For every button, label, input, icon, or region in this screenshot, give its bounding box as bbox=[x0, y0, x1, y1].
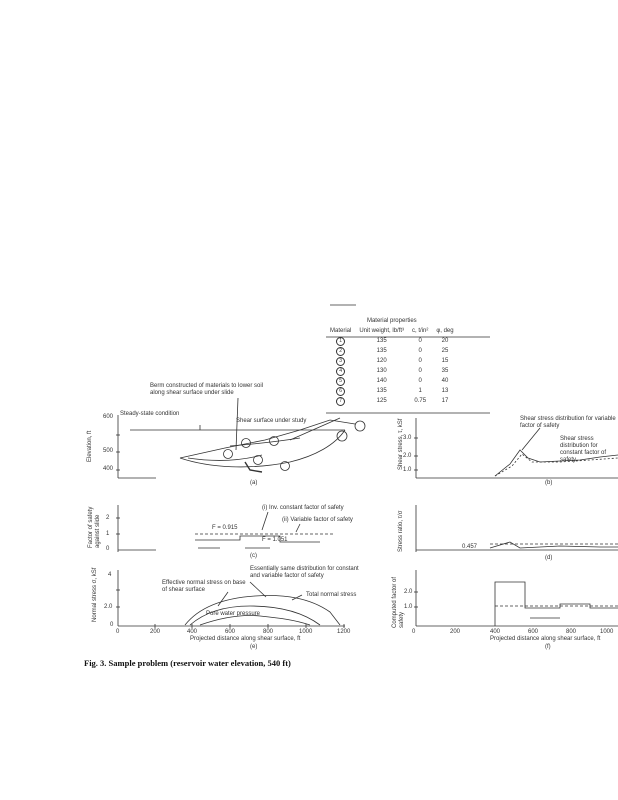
panel-a-y-label: Elevation, ft bbox=[87, 430, 93, 462]
note-effective-normal: Effective normal stress on base of shear surface bbox=[162, 580, 246, 593]
figure-caption: Fig. 3. Sample problem (reservoir water elevation, 540 ft) bbox=[84, 658, 291, 668]
panel-f-y-label: Computed factor of safety bbox=[392, 576, 405, 628]
panel-e-label: (e) bbox=[250, 644, 258, 650]
note-steady-state: Steady-state condition bbox=[120, 411, 180, 417]
tick-label: 1 bbox=[106, 531, 110, 537]
tick-label: 2.0 bbox=[403, 453, 412, 459]
material-marker bbox=[355, 421, 365, 431]
note-constant-distribution: Shear stress distribution for constant factor of safety bbox=[560, 436, 607, 463]
note-pore-pressure: Pore water pressure bbox=[206, 611, 261, 617]
tick-label: 1.0 bbox=[404, 604, 413, 610]
note-shear-surface: Shear surface under study bbox=[236, 418, 307, 424]
tick-label: 0 bbox=[106, 546, 110, 552]
x-tick-label: 800 bbox=[566, 629, 577, 635]
table-title: Material properties bbox=[366, 318, 417, 324]
panel-a-label: (a) bbox=[250, 480, 258, 486]
cohesion: 0 bbox=[418, 358, 422, 364]
panel-e-x-label: Projected distance along shear surface, ft bbox=[190, 636, 301, 642]
leader-line bbox=[296, 524, 300, 532]
phi: 40 bbox=[441, 378, 449, 384]
note-essentially-same: Essentially same distribution for constant and variable factor of safety bbox=[250, 566, 359, 579]
tick-label: 2.0 bbox=[104, 604, 113, 610]
material-number: 7 bbox=[336, 397, 345, 406]
tick-label: 4 bbox=[108, 572, 112, 578]
unit-weight: 135 bbox=[376, 388, 387, 394]
x-tick-label: 1000 bbox=[600, 629, 614, 635]
col-friction-angle: φ, deg bbox=[436, 328, 454, 334]
stress-ratio-value: 0.457 bbox=[462, 544, 478, 550]
fs-value-b: F = 1.051 bbox=[262, 537, 288, 543]
tick-label: 500 bbox=[103, 448, 114, 454]
phi: 25 bbox=[441, 348, 449, 354]
phi: 20 bbox=[441, 338, 449, 344]
leader-line bbox=[522, 428, 540, 450]
tick-label: 400 bbox=[103, 466, 114, 472]
tick-label: 0 bbox=[412, 629, 416, 635]
unit-weight: 140 bbox=[376, 378, 387, 384]
ground-surface bbox=[180, 420, 355, 458]
material-number: 2 bbox=[336, 347, 345, 356]
x-tick-label: 1200 bbox=[337, 629, 351, 635]
stress-ratio-variable bbox=[490, 542, 618, 548]
cohesion: 0 bbox=[418, 348, 422, 354]
variable-fs-line bbox=[195, 536, 320, 542]
material-number: 5 bbox=[336, 377, 345, 386]
cohesion: 0 bbox=[418, 368, 422, 374]
x-tick-label: 600 bbox=[225, 629, 236, 635]
note-berm: Berm constructed of materials to lower soil along shear surface under slide bbox=[150, 383, 264, 396]
panel-c-y-label: Factor of safety against slide bbox=[88, 506, 101, 548]
col-material: Material bbox=[330, 328, 352, 334]
panel-e-y-label: Normal stress σ, kSf bbox=[92, 567, 98, 622]
x-tick-label: 400 bbox=[490, 629, 501, 635]
unit-weight: 130 bbox=[376, 368, 387, 374]
leader-line bbox=[262, 512, 268, 530]
unit-weight: 120 bbox=[376, 358, 387, 364]
cohesion: 0.75 bbox=[414, 398, 427, 404]
x-tick-label: 200 bbox=[150, 629, 161, 635]
leader-line bbox=[218, 592, 228, 606]
phi: 13 bbox=[441, 388, 449, 394]
panel-c-label: (c) bbox=[250, 553, 257, 559]
tick-label: 600 bbox=[103, 414, 114, 420]
material-number: 4 bbox=[336, 367, 345, 376]
computed-fs-step bbox=[495, 582, 618, 626]
unit-weight: 135 bbox=[376, 338, 387, 344]
material-number: 6 bbox=[336, 387, 345, 396]
note-constant-fs: (i) Inv. constant factor of safety bbox=[262, 505, 344, 511]
fs-value-a: F = 0.915 bbox=[212, 525, 238, 531]
cohesion: 1 bbox=[418, 388, 422, 394]
phi: 15 bbox=[441, 358, 449, 364]
note-total-normal: Total normal stress bbox=[306, 592, 357, 598]
panel-d-y-label: Stress ratio, τ/σ bbox=[398, 510, 404, 552]
material-marker bbox=[337, 431, 347, 441]
x-tick-label: 600 bbox=[528, 629, 539, 635]
tick-label: 0 bbox=[110, 622, 114, 628]
x-tick-label: 400 bbox=[187, 629, 198, 635]
layer-boundary bbox=[230, 438, 300, 446]
col-unit-weight: Unit weight, lb/ft³ bbox=[359, 328, 405, 334]
tick-label: 1.0 bbox=[403, 467, 412, 473]
x-tick-label: 0 bbox=[116, 629, 120, 635]
x-tick-label: 1000 bbox=[299, 629, 313, 635]
x-tick-label: 800 bbox=[263, 629, 274, 635]
x-tick-label: 200 bbox=[450, 629, 461, 635]
cohesion: 0 bbox=[418, 338, 422, 344]
tick-label: 3.0 bbox=[403, 435, 412, 441]
panel-b-y-label: Shear stress, τ, kSf bbox=[398, 418, 404, 470]
panel-f-label: (f) bbox=[545, 644, 551, 650]
panel-b-label: (b) bbox=[545, 480, 553, 486]
material-marker bbox=[254, 456, 263, 465]
phi: 17 bbox=[441, 398, 449, 404]
unit-weight: 135 bbox=[376, 348, 387, 354]
unit-weight: 125 bbox=[376, 398, 387, 404]
material-number: 3 bbox=[336, 357, 345, 366]
panel-d-label: (d) bbox=[545, 555, 553, 561]
note-variable-fs: (ii) Variable factor of safety bbox=[282, 517, 353, 523]
phi: 35 bbox=[441, 368, 449, 374]
tick-label: 2 bbox=[106, 515, 110, 521]
leader-line bbox=[250, 582, 266, 597]
col-cohesion: c, t/in² bbox=[412, 328, 429, 334]
cohesion: 0 bbox=[418, 378, 422, 384]
note-variable-distribution: Shear stress distribution for variable factor of safety bbox=[520, 416, 616, 429]
panel-f-x-label: Projected distance along shear surface, ft bbox=[490, 636, 601, 642]
material-number: 1 bbox=[336, 337, 345, 346]
material-marker bbox=[224, 450, 233, 459]
tick-label: 2.0 bbox=[404, 589, 413, 595]
